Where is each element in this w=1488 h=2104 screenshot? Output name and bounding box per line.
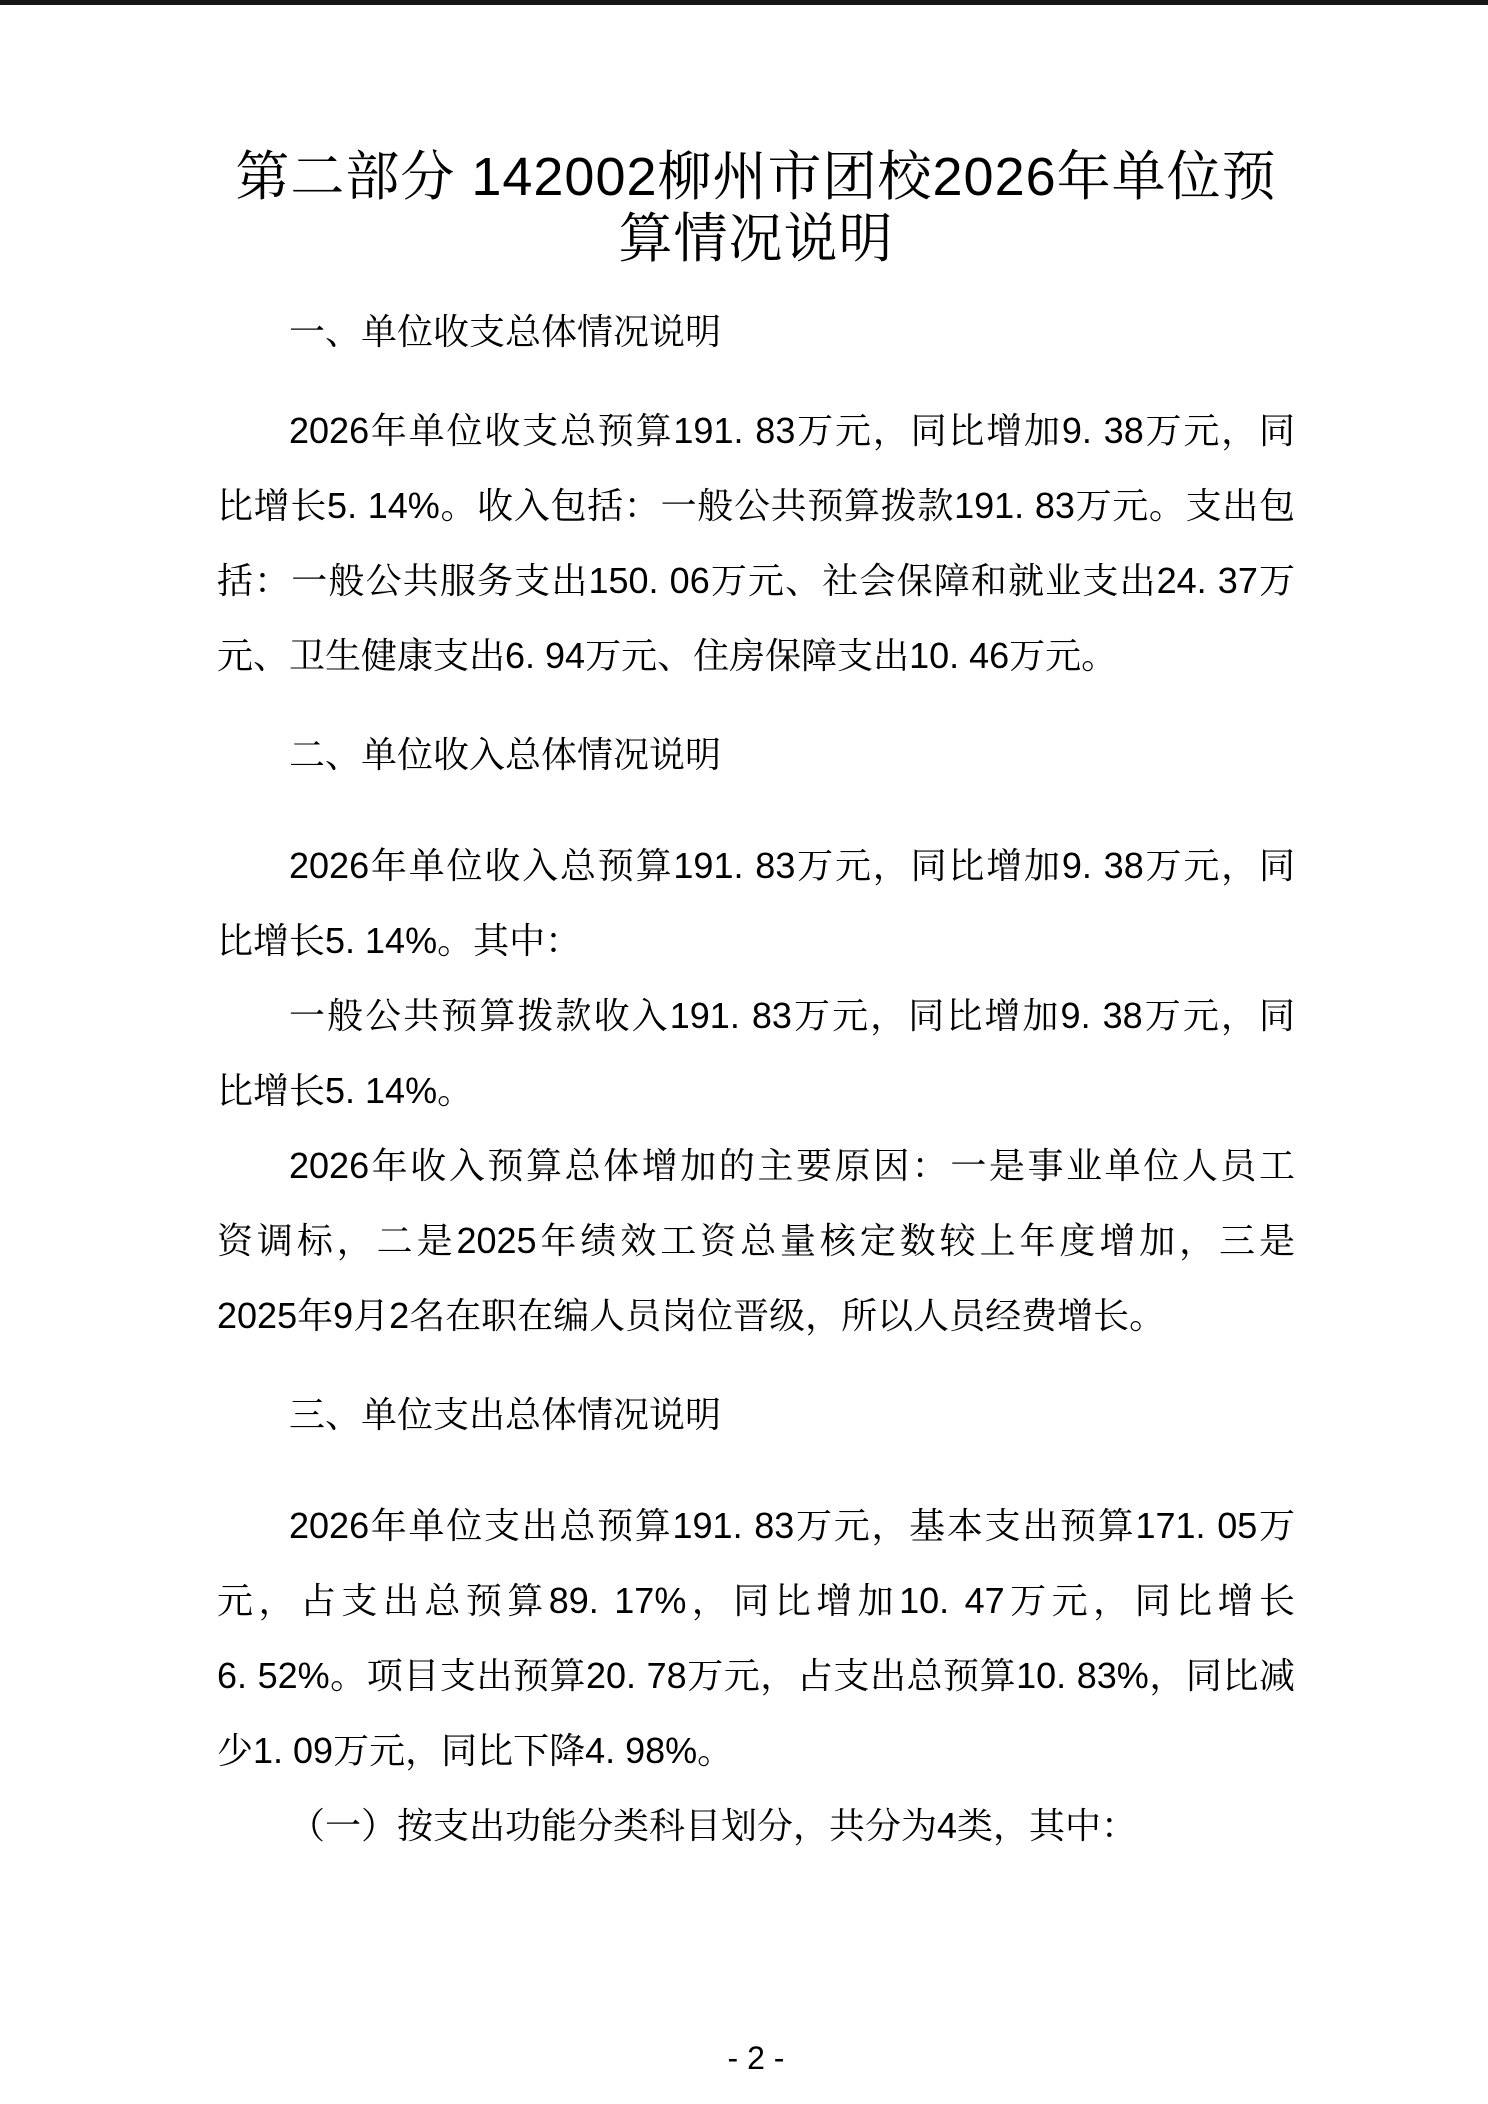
paragraph-line: 比增长5. 14%。收入包括：一般公共预算拨款191. 83万元。支出包 bbox=[217, 485, 1295, 526]
paragraph-line: 比增长5. 14%。其中： bbox=[217, 920, 582, 961]
page-number: - 2 - bbox=[727, 2040, 785, 2076]
paragraph-line: 2026年单位支出总预算191. 83万元，基本支出预算171. 05万 bbox=[289, 1505, 1295, 1546]
paragraph-line: 2026年单位收支总预算191. 83万元，同比增加9. 38万元，同 bbox=[289, 410, 1295, 451]
paragraph-line: （一）按支出功能分类科目划分，共分为4类，其中： bbox=[289, 1805, 1138, 1846]
paragraph-line: 比增长5. 14%。 bbox=[217, 1070, 474, 1111]
paragraph-line: 少1. 09万元，同比下降4. 98%。 bbox=[217, 1730, 734, 1771]
doc-title-line-1: 第二部分 142002柳州市团校2026年单位预 bbox=[235, 147, 1277, 207]
paragraph-line: 2026年单位收入总预算191. 83万元，同比增加9. 38万元，同 bbox=[289, 845, 1295, 886]
paragraph-line: 6. 52%。项目支出预算20. 78万元，占支出总预算10. 83%，同比减 bbox=[217, 1655, 1295, 1696]
document-content bbox=[217, 0, 1295, 1863]
section-heading-3: 三、单位支出总体情况说明 bbox=[289, 1394, 722, 1435]
paragraph-line: 资调标，二是2025年绩效工资总量核定数较上年度增加，三是 bbox=[217, 1220, 1295, 1261]
paragraph-line: 2025年9月2名在职在编人员岗位晋级，所以人员经费增长。 bbox=[217, 1295, 1166, 1336]
paragraph-line: 一般公共预算拨款收入191. 83万元，同比增加9. 38万元，同 bbox=[289, 995, 1295, 1036]
paragraph-line: 元，占支出总预算89. 17%，同比增加10. 47万元，同比增长 bbox=[217, 1580, 1295, 1621]
section-heading-1: 一、单位收支总体情况说明 bbox=[289, 311, 722, 352]
paragraph-line: 2026年收入预算总体增加的主要原因：一是事业单位人员工 bbox=[289, 1145, 1295, 1186]
paragraph-line: 括：一般公共服务支出150. 06万元、社会保障和就业支出24. 37万 bbox=[217, 560, 1295, 601]
section-heading-2: 二、单位收入总体情况说明 bbox=[289, 734, 722, 775]
paragraph-line: 元、卫生健康支出6. 94万元、住房保障支出10. 46万元。 bbox=[217, 635, 1118, 676]
doc-title-line-2: 算情况说明 bbox=[618, 209, 894, 269]
